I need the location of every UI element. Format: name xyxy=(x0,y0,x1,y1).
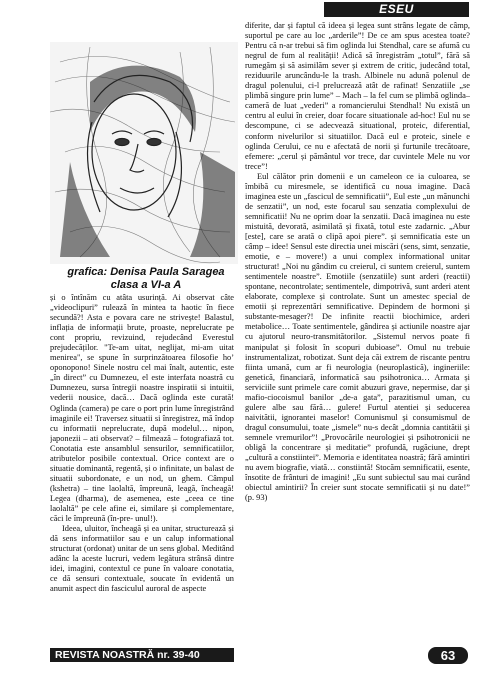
right-text-column xyxy=(245,21,470,644)
paragraph: diferite, dar și faptul că ideea și legea sunt strâns legate de câmp, suportul pe care au loc „arderile”! De ce am spus acestea toate? Pentru că n-ar trebui să fim oglinda lui Stendhal, care se afumă cu negrul de fum al realității! Adică să înregistrăm „totul”, fără să rumegăm și să asimilăm sever și extrem de critic, judecând total, reziduurile aruncându-le la trash. Albinele nu adună polenul de dragul polenului, ci-l prelucrează atât de rafinat! Senzatiile „se plimbă singure prin lume” – Mach – la fel cum se plimbă oglinda–cameră de luat „vederi” a romancierului Stendhal! Nu există un centru al eului în creier, doar focare situationale ad-hoc! Eul nu se descompune, ci se adecvează situational, proteic, diferential, conform nivelurilor si situatiilor. Dacă eul e proteic, sinele e oglinda Cerului, ce nu e afectată de norii și furtunile trecătoare, efemere: „cerul și pământul vor trece, dar cuvintele Mele nu vor trece”! xyxy=(245,21,470,171)
paragraph: și o întînăm cu atâta usurință. Ai observat câte „videoclipuri” rulează în mintea ta haotic în fiece secundă?! Asta e povara care ne strivește! Balastul, inflația de informații brute, proaste, neprelucrate pe cont propriu, revizuind, rejudecând Everestul prejudecăților. "Te-am uitat, neglijat, mi-am uitat menirea", se spune în surprinzătoarea filosofie ho’ oponopono! Sinele nostru cel mai înalt, autentic, este „în direct” cu Dumnezeu, el este interfata noastră cu Dumnezeu, sursa întregii noastre inspiratii si intuitii, vederii nousice, dacă… Dacă oglinda este curată! Oglinda (camera) pe care o port prin lume înregistrând imaginile ei! Traversez situatii si înregistrez, mă îndop cu informatii neprelucrate, după modelul… nipon, japonezii – ati observat? – filmează – fotografiază tot. Conotatia este ansamblul sensurilor, semnificatiilor, atributelor posibile contextual. Orice context are o situatie dominantă, regentă, și o infinitate, un balast de situatii subordonate, e un nod, un ghem. Câmpul (kshetra) – tine laolaltă, împreună, leagă, încheagă! Legea (dharma), de asemenea, este „ceea ce tine laolaltă” pe cele afine ei, similare și complementare, căci le împreună (în-pre- unul!). xyxy=(50,293,234,524)
pencil-drawing-illustration xyxy=(50,42,238,264)
figure-caption xyxy=(54,266,238,292)
caption-credit: grafica: Denisa Paula Saragea xyxy=(67,266,225,278)
section-header-bar xyxy=(324,2,469,17)
journal-footer: REVISTA NOASTRĂ nr. 39-40 xyxy=(50,648,234,662)
section-title: ESEU xyxy=(379,2,414,16)
page-number: 63 xyxy=(428,647,468,664)
left-text-column xyxy=(50,293,234,646)
paragraph: Eul călător prin domenii e un cameleon ce ia culoarea, se îmbibă cu miresmele, se identifică cu noua imagine. Dacă imaginea este un „fascicul de semnificatii”, Eul este „un mănunchi de senzatii”, un nod, este focarul sau senzatia complexului de semnificatii! Nu ne oprim doar la senzatii. Dacă imaginea nu este mistuită, devorată, asimilată și fixată, totul este zadarnic. „Abur [este], care se arată o clipă apoi piere”. și semnificatia este un câmp – idee! Sensul este directia unei miscări (sens, simt, senzatie, emotie, e – movere!) a unui complex informational unitar structurat! „Noi nu gândim cu creierul, ci suntem creierul, suntem sentimentele noastre”. Emotiile (senzatiile) sunt arderi (reactii) spontane, necontrolate; sentimentele, dimpotrivă, sunt arderi atent elaborate, complexe și controlate. Sunt un amestec special de emotii și reprezentări semnificative. Depindem de hormoni și substante-mesager?! De infinite reactii biochimice, arderi metabolice… Toate sentimentele, gândirea și actiunile noastre ajar cu ajutorul neuro-transmitătorilor. „Sistemul nervos poate fi manipulat și folosit în scopuri dubioase”. Omul nu trebuie instrumentalizat, robotizat. Sunt deja căi extrem de riscante pentru fiinta umană, cum ar fi neurologia (neuroplastică), ingineriile: genetică, financiară, informatică sau psihotronica… Armata și serviciile sunt primele care comit abuzuri grave, nepermise, dar și mafio-ciocoismul banilor „de-a gata”, parazitismul uman, cu gulere albe sau fără… gulere! Furtul atentiei și seducerea naivitătii, ignorantei maselor! Comunismul și consumismul de dragul consumului, toate „ismele” nu-s decât „domnia cantitătii și semnele vremurilor”! „Provocările neurologiei și psihotronicii ne obligă la concentrare și meditatie” profundă, rugăciune, drept „cultură a constiintei”. Memoria e identitatea noastră; fără amintiri nu avem biografie, viată… constiintă! Stocăm semnificatii, esente, însotite de frânturi de imagini! „Eu sunt subiectul sau mai curând obiectul amintirii? În creier sunt stocate semnificatii și nu date!” (p. 93) xyxy=(245,171,470,503)
caption-class: clasa a VI-a A xyxy=(110,279,182,291)
paragraph: Ideea, uluitor, încheagă și ea unitar, structurează și dă sens informatiilor sau e un calup informational structurat (ordonat) unitar de un sens global. Meditând adânc la aceste lucruri, vedem legătura strânsă dintre idei, imagini, contextul ce pune în valoare conotatia, ce dă sensuri contextuale, soucate în evidentă un anumit aspect din fasciculul auroral de aspecte xyxy=(50,524,234,594)
